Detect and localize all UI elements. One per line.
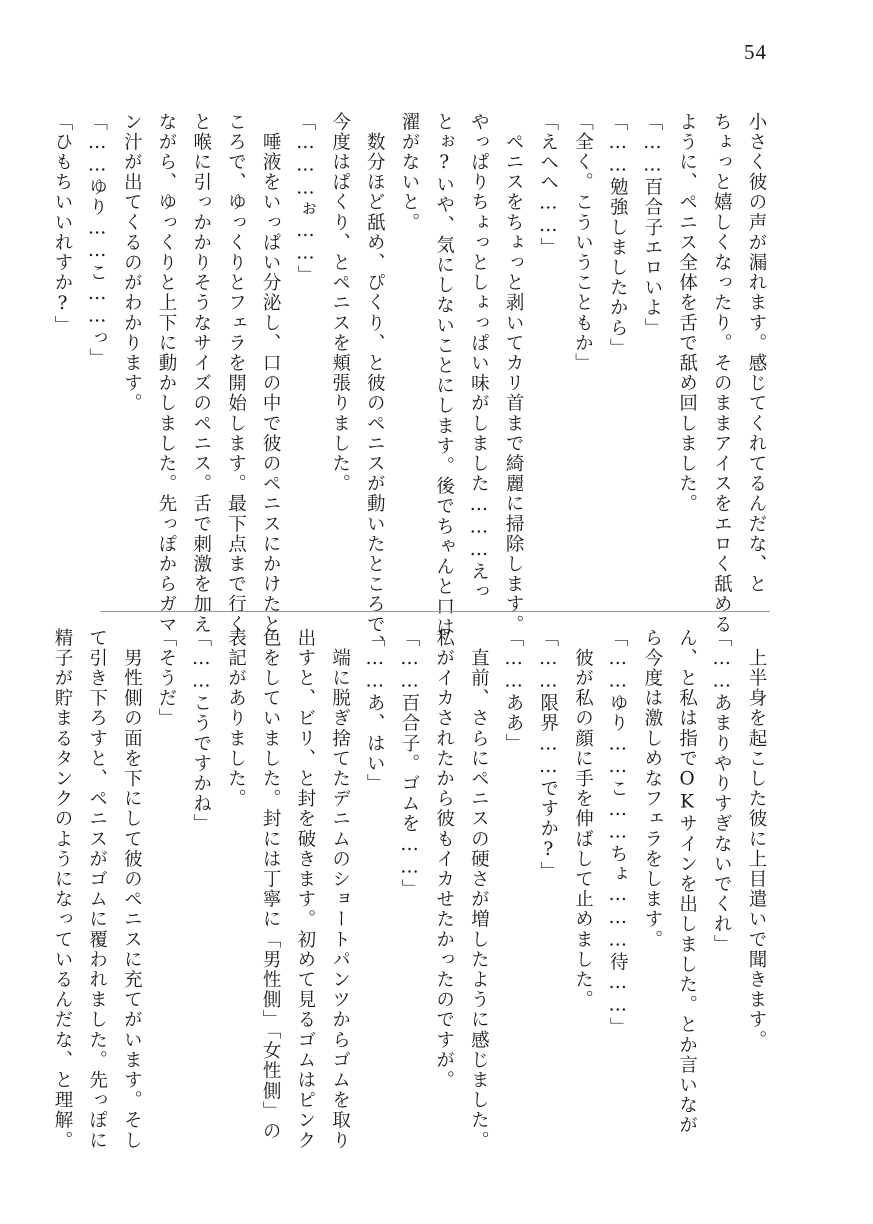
text-line: 「ひもちいいれすか?」 xyxy=(51,112,73,336)
text-line: 「……ゆり……こ……っ」 xyxy=(86,112,108,369)
text-line: ちょっと嬉しくなったり。そのままアイスをエロく舐める xyxy=(711,112,733,635)
text-line: て引き下ろすと、ペニスがゴムに覆われました。先っぽに xyxy=(86,628,108,1151)
text-line: 上半身を起こした彼に上目遣いで聞きます。 xyxy=(746,628,767,1051)
text-line: 私がイカされたから彼もイカせたかったのですが。 xyxy=(433,628,455,1091)
text-line: 唾液をいっぱい分泌し、口の中で彼のペニスにかけたと xyxy=(260,112,282,635)
text-line: 「……こうですかね」 xyxy=(190,628,212,834)
text-line: ながら、ゆっくりと上下に動かしました。先っぽからガマ xyxy=(156,112,178,635)
text-line: 「……ああ」 xyxy=(503,628,525,754)
text-line: 直前、さらにペニスの硬さが増したように感じました。 xyxy=(468,628,490,1151)
text-line: ら今度は激しめなフェラをします。 xyxy=(641,628,663,950)
text-block-upper xyxy=(51,112,773,655)
text-line: 「……限界……ですか?」 xyxy=(537,628,559,882)
text-line: 「……あ、はい」 xyxy=(364,628,386,794)
text-line: 「……百合子。ゴムを……」 xyxy=(398,628,420,900)
text-line: 精子が貯まるタンクのようになっているんだな、と理解。 xyxy=(51,628,73,1151)
page-number: 54 xyxy=(744,40,767,64)
section-divider xyxy=(100,611,770,612)
text-line: 「全く。こういうこともか」 xyxy=(572,112,594,374)
text-line: 端に脱ぎ捨てたデニムのショートパンツからゴムを取り xyxy=(329,628,351,1151)
text-line: と喉に引っかかりそうなサイズのペニス。舌で刺激を加え xyxy=(190,112,212,635)
text-line: 「………ぉ……」 xyxy=(294,112,316,286)
text-block-lower xyxy=(51,628,773,1151)
text-line: やっぱりちょっとしょっぱい味がしました………えっ xyxy=(468,112,490,602)
text-line: ころで、ゆっくりとフェラを開始します。最下点まで行く xyxy=(225,112,247,635)
text-line: 今度はぱくり、とペニスを頬張りました。 xyxy=(329,112,351,494)
text-line: ように、ペニス全体を舌で舐め回しました。 xyxy=(676,112,698,514)
text-line: ン汁が出てくるのがわかります。 xyxy=(121,112,143,414)
text-line: ペニスをちょっと剥いてカリ首まで綺麗に掃除します。 xyxy=(503,112,525,635)
text-line: 男性側の面を下にして彼のペニスに充てがいます。そし xyxy=(121,628,143,1151)
text-line: 濯がないと。 xyxy=(398,112,420,233)
text-line: 「……あまりやりすぎないでくれ」 xyxy=(711,628,733,955)
text-line: 表記がありました。 xyxy=(225,628,247,809)
text-line: 「そうだ」 xyxy=(156,628,178,729)
text-line: 「……百合子エロいよ」 xyxy=(641,112,663,339)
text-line: ん、と私は指でOKサインを出しました。とか言いなが xyxy=(676,628,698,1136)
text-line: 数分ほど舐め、ぴくり、と彼のペニスが動いたところで、 xyxy=(364,112,386,655)
text-line: 出すと、ビリ、と封を破きます。初めて見るゴムはピンク xyxy=(294,628,316,1151)
text-line: とぉ?いや、気にしないことにします。後でちゃんと口は xyxy=(433,112,455,638)
text-line: 「えへへ……」 xyxy=(537,112,559,258)
text-line: 色をしていました。封には丁寧に「男性側」「女性側」の xyxy=(260,628,282,1142)
text-line: 「……勉強しましたから」 xyxy=(607,112,629,359)
text-line: 小さく彼の声が漏れます。感じてくれてるんだな、と xyxy=(746,112,767,595)
text-line: 「……ゆり……こ……ちょ………待……」 xyxy=(607,628,629,1038)
text-line: 彼が私の顔に手を伸ばして止めました。 xyxy=(572,628,594,1010)
